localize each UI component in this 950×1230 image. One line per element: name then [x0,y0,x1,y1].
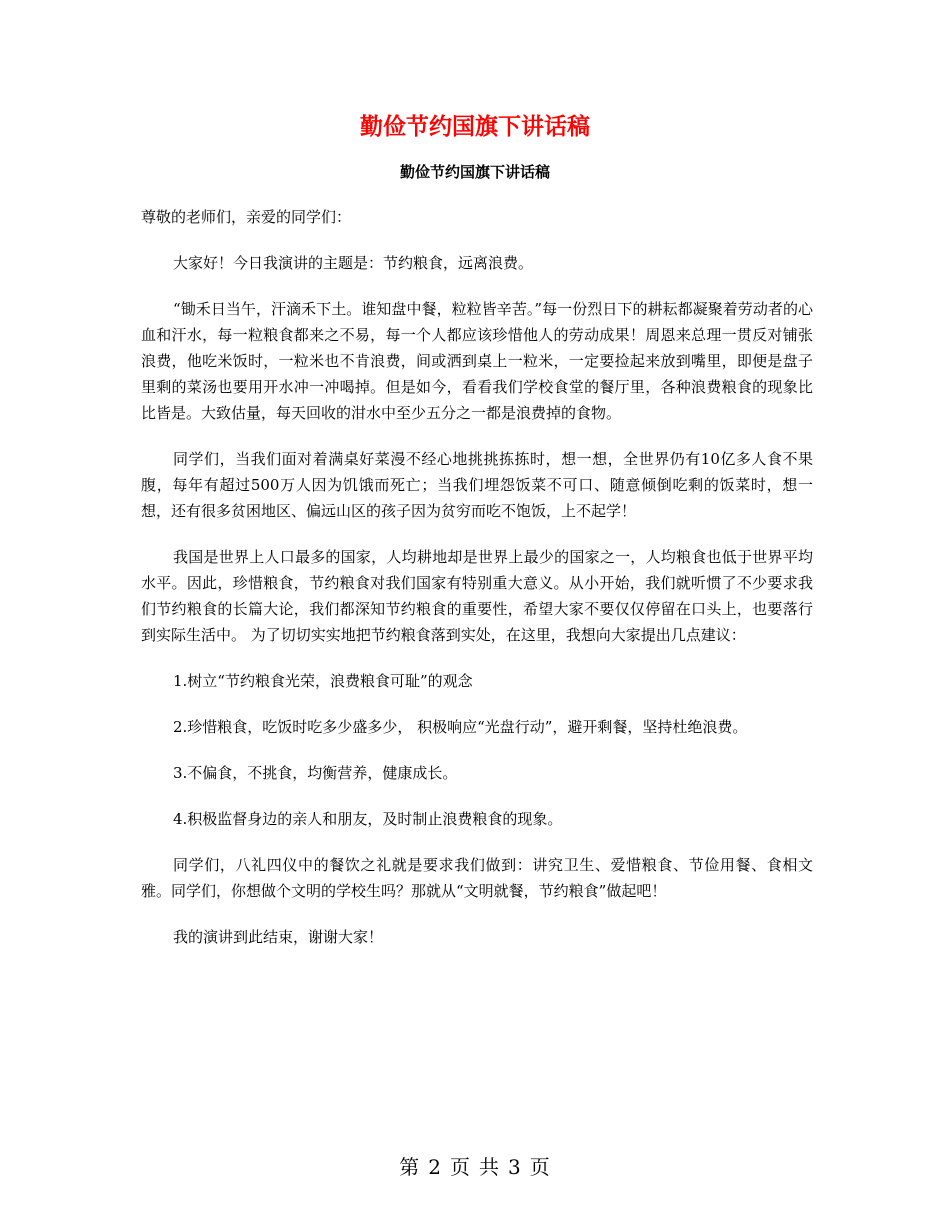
footer-total-label: 共 [479,1155,500,1179]
document-subtitle: 勤俭节约国旗下讲话稿 [399,163,550,181]
paragraph: 大家好！今日我演讲的主题是：节约粮食，远离浪费。 [173,254,534,272]
document-body [141,204,813,970]
footer-suffix: 页 [529,1155,551,1179]
list-item: 4.积极监督身边的亲人和朋友，及时制止浪费粮食的现象。 [173,810,563,828]
paragraph: 我国是世界上人口最多的国家，人均耕地却是世界上最少的国家之一，人均粮食也低于世界平均水平。因此，珍惜粮食，节约粮食对我们国家有特别重大意义。从小开始，我们就听惯了不少要求我们节约粮食的长篇大论，我们都深知节约粮食的重要性，希望大家不要仅仅停留在口头上，也要落行到实际生活中。 为了切切实实地把节约粮食落到实处，在这里，我想向大家提出几点建议： [141,548,813,644]
list-item: 1.树立“节约粮食光荣，浪费粮食可耻”的观念 [173,672,473,690]
page-number: 2 [428,1155,442,1179]
list-item: 2.珍惜粮食，吃饭时吃多少盛多少， 积极响应“光盘行动”，避开剩餐，坚持杜绝浪费。 [173,718,748,736]
paragraph: “锄禾日当午，汗滴禾下土。谁知盘中餐，粒粒皆辛苦。”每一份烈日下的耕耘都凝聚着劳动者的心血和汗水，每一粒粮食都来之不易，每一个人都应该珍惜他人的劳动成果！周恩来总理一贯反对铺张浪费，他吃米饭时，一粒米也不肯浪费，间或洒到桌上一粒米，一定要捡起来放到嘴里，即便是盘子里剩的菜汤也要用开水冲一冲喝掉。但是如今，看看我们学校食堂的餐厅里，各种浪费粮食的现象比比皆是。大致估量，每天回收的泔水中至少五分之一都是浪费掉的食物。 [141,300,813,422]
salutation: 尊敬的老师们，亲爱的同学们： [141,208,352,226]
paragraph: 同学们，八礼四仪中的餐饮之礼就是要求我们做到：讲究卫生、爱惜粮食、节俭用餐、食相文雅。同学们，你想做个文明的学校生吗？那就从“文明就餐，节约粮食”做起吧！ [141,856,813,900]
paragraph: 同学们，当我们面对着满桌好菜漫不经心地挑挑拣拣时，想一想，全世界仍有10亿多人食不果腹，每年有超过500万人因为饥饿而死亡；当我们埋怨饭菜不可口、随意倾倒吃剩的饭菜时，想一想，还有很多贫困地区、偏远山区的孩子因为贫穷而吃不饱饭，上不起学！ [141,450,813,520]
paragraph: 我的演讲到此结束，谢谢大家！ [173,928,384,946]
footer-page-label: 页 [450,1155,471,1179]
document-title: 勤俭节约国旗下讲话稿 [360,114,590,140]
list-item: 3.不偏食，不挑食，均衡营养，健康成长。 [173,764,458,782]
page-footer [0,1151,950,1180]
footer-prefix: 第 [399,1155,421,1179]
total-pages: 3 [508,1155,522,1179]
